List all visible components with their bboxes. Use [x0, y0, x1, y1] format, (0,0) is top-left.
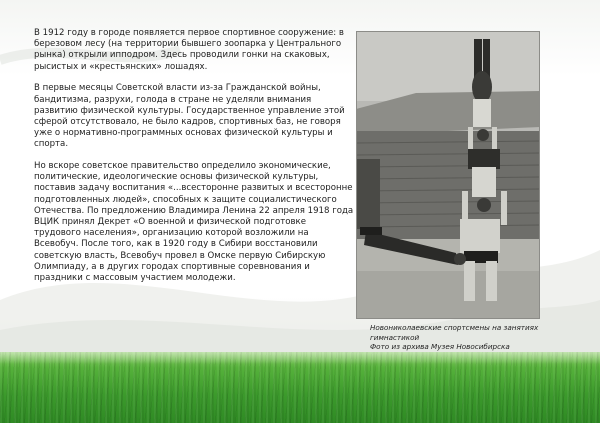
photo-caption [370, 323, 570, 352]
article-text [34, 28, 354, 295]
article-paragraph-2: В первые месяцы Советской власти из-за Гражданской войны, бандитизма, разрухи, голода в стране не уделяли внимания развитию физической культуры. Государственное управление этой сферой отсутствовало, не было кадров, спортивных баз, не говоря уже о нормативно-программных основах физической культуры и спорта. [34, 83, 345, 150]
caption-line-1: Новониколаевские спортсмены на занятиях [370, 323, 539, 332]
grass-highlight [0, 352, 600, 364]
article-paragraph-1: В 1912 году в городе появляется первое спортивное сооружение: в березовом лесу (на территории бывшего зоопарка у Центрального рынка) открыли ипподром. Здесь проводили гонки на скаковых, рысистых и «крестьянских» лошадях. [34, 28, 345, 72]
photo-credit: Фото из архива Музея Новосибирска [370, 342, 510, 352]
archival-photo [356, 31, 540, 319]
caption-line-2: гимнастикой [370, 332, 420, 342]
article-paragraph-3: Но вскоре советское правительство определило экономические, политические, идеологические основы физической культуры, поставив задачу воспитания «...всесторонне развитых и всесторонне подготовленных людей», способных к защите социалистического Отечества. По предложению Владимира Ленина 22 апреля 1918 года ВЦИК принял Декрет «О военной и физической подготовке трудового населения», организацию которой возложили на Всевобуч. После того, как в 1920 году в Сибири восстановили советскую власть, Всевобуч провел в Омске первую Сибирскую Олимпиаду, а в других городах спортивные соревнования и праздники с массовым участием молодежи. [34, 161, 354, 284]
